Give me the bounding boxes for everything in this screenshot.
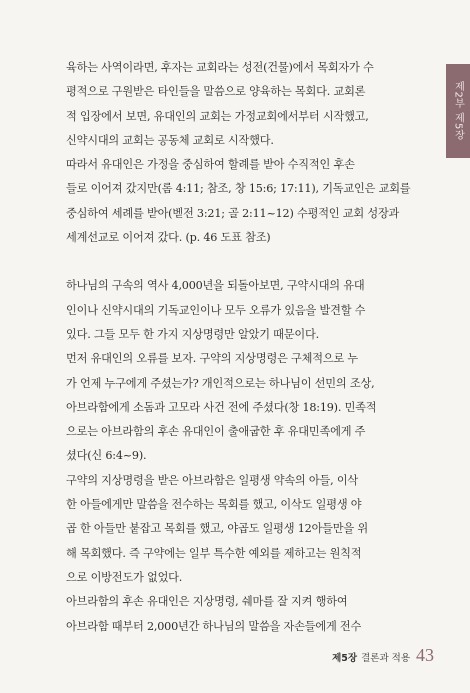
text-line: 곱 한 아들만 붙잡고 목회를 했고, 야곱도 일평생 12아들만을 위 — [66, 522, 368, 536]
chapter-side-tab-label: 제2부 제5장 — [452, 81, 464, 141]
footer-chapter-label: 제5장 — [332, 653, 358, 664]
chapter-side-tab — [446, 64, 470, 158]
text-line: 신약시대의 교회는 공동체 교회로 시작했다. — [66, 133, 274, 147]
paragraph-6 — [66, 590, 396, 639]
text-line: 적 입장에서 보면, 유대인의 교회는 가정교회에서부터 시작했고, — [66, 109, 369, 123]
text-line: 으로는 아브라함의 후손 유대인이 출애굽한 후 유대민족에게 주 — [66, 425, 366, 439]
text-line: 아브라함의 후손 유대인은 지상명령, 쉐마를 잘 지켜 행하여 — [66, 595, 348, 609]
text-line: 가 언제 누구에게 주셨는가? 개인적으로는 하나님이 선민의 조상, — [66, 376, 375, 390]
text-line: 세계선교로 이어져 갔다. (p. 46 도표 참조) — [66, 231, 271, 245]
text-line: 육하는 사역이라면, 후자는 교회라는 성전(건물)에서 목회자가 수 — [66, 61, 374, 74]
text-line: 셨다(신 6:4~9). — [66, 449, 147, 463]
paragraph-1 — [66, 56, 396, 153]
text-line: 해 목회했다. 즉 구약에는 일부 특수한 예외를 제하고는 원칙적 — [66, 546, 362, 560]
paragraph-3 — [66, 274, 396, 347]
page-number: 43 — [416, 645, 434, 665]
text-line: 아브라함에게 소돔과 고모라 사건 전에 주셨다(창 18:19). 민족적 — [66, 400, 377, 414]
text-line: 있다. 그들 모두 한 가지 지상명령만 알았기 때문이다. — [66, 327, 319, 341]
text-line: 하나님의 구속의 역사 4,000년을 되돌아보면, 구약시대의 유대 — [66, 279, 365, 293]
text-line: 들로 이어져 갔지만(롬 4:11; 참조, 창 15:6; 17:11), 기독교인은 교회를 — [66, 182, 411, 196]
page-body — [66, 56, 411, 639]
text-line: 으로 이방전도가 없었다. — [66, 570, 183, 584]
text-line: 따라서 유대인은 가정을 중심하여 할례를 받아 수직적인 후손 — [66, 158, 355, 172]
text-line: 평적으로 구원받은 타인들을 말씀으로 양육하는 목회다. 교회론 — [66, 85, 366, 99]
page-footer — [332, 645, 434, 666]
text-line: 아브라함 때부터 2,000년간 하나님의 말씀을 자손들에게 전수 — [66, 619, 362, 633]
paragraph-5 — [66, 469, 396, 590]
text-line: 한 아들에게만 말씀을 전수하는 목회를 했고, 이삭도 일평생 야 — [66, 498, 362, 512]
footer-chapter-title: 결론과 적용 — [361, 653, 410, 664]
paragraph-4 — [66, 347, 396, 468]
text-line: 구약의 지상명령을 받은 아브라함은 일평생 약속의 아들, 이삭 — [66, 473, 359, 487]
text-line: 중심하여 세례를 받아(벧전 3:21; 골 2:11~12) 수평적인 교회 성장과 — [66, 206, 400, 220]
text-line: 먼저 유대인의 오류를 보자. 구약의 지상명령은 구체적으로 누 — [66, 352, 359, 366]
text-line: 인이나 신약시대의 기독교인이나 모두 오류가 있음을 발견할 수 — [66, 303, 366, 317]
paragraph-2 — [66, 153, 411, 250]
